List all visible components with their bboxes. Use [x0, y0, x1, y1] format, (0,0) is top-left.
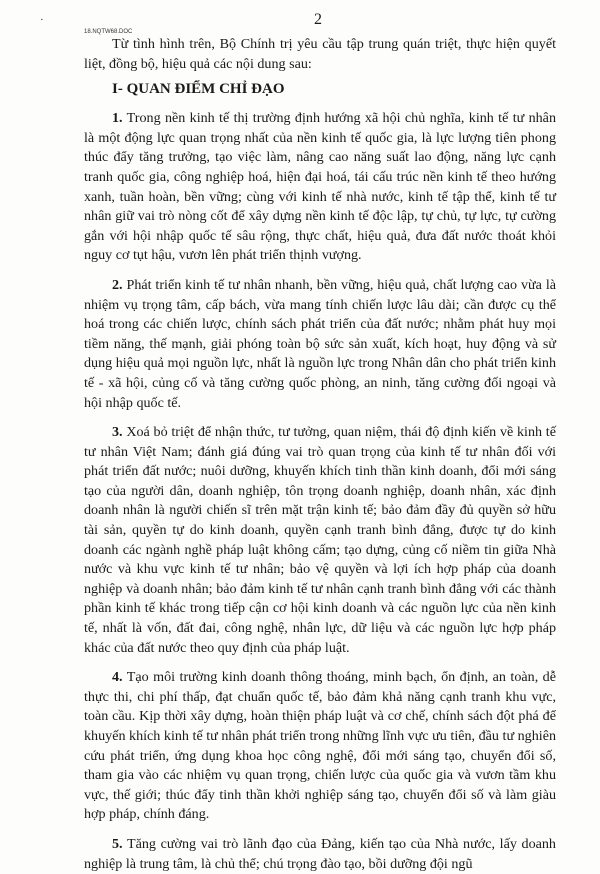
paragraph-text: Phát triển kinh tế tư nhân nhanh, bền vững, hiệu quả, chất lượng cao vừa là nhiệm vụ trọng tâm, cấp bách, vừa mang tính chiến lược lâu dài; cần được cụ thể hoá trong các chiến lược, chính sách phát triển của đất nước; nhằm phát huy mọi tiềm năng, thế mạnh, giải phóng toàn bộ sức sản xuất, kích hoạt, huy động và sử dụng hiệu quả mọi nguồn lực, nhất là nguồn lực trong Nhân dân cho phát triển kinh tế - xã hội, củng cố và tăng cường quốc phòng, an ninh, tăng cường đối ngoại và hội nhập quốc tế.: [84, 276, 556, 411]
paragraph-1: [84, 109, 556, 266]
paragraph-text: Tăng cường vai trò lãnh đạo của Đảng, kiến tạo của Nhà nước, lấy doanh nghiệp là trung tâm, là chủ thể; chú trọng đào tạo, bồi dưỡng đội ngũ: [84, 835, 556, 872]
paragraph-number: 5.: [112, 835, 123, 852]
paragraph-4: [84, 668, 556, 825]
intro-paragraph: Từ tình hình trên, Bộ Chính trị yêu cầu tập trung quán triệt, thực hiện quyết liệt, đồng bộ, hiệu quả các nội dung sau:: [84, 36, 556, 72]
paragraph-number: 1.: [112, 110, 123, 127]
paragraph-text: Tạo môi trường kinh doanh thông thoáng, minh bạch, ổn định, an toàn, dễ thực thi, chi phí thấp, đạt chuẩn quốc tế, bảo đảm khả năng cạnh tranh khu vực, toàn cầu. Kịp thời xây dựng, hoàn thiện pháp luật và cơ chế, chính sách đột phá để khuyến khích kinh tế tư nhân phát triển trong những lĩnh vực ưu tiên, đầu tư nghiên cứu phát triển, ứng dụng khoa học công nghệ, đổi mới sáng tạo, chuyển đổi số, tham gia vào các nhiệm vụ quan trọng, chiến lược của quốc gia và vươn tầm khu vực, thế giới; thúc đẩy tinh thần khởi nghiệp sáng tạo, chuyển đổi số và làm giàu hợp pháp, chính đáng.: [84, 669, 556, 823]
paragraph-text: Xoá bỏ triệt để nhận thức, tư tưởng, quan niệm, thái độ định kiến về kinh tế tư nhân Việt Nam; đánh giá đúng vai trò quan trọng của kinh tế tư nhân đối với phát triển đất nước; nuôi dưỡng, khuyến khích tinh thần kinh doanh, đổi mới sáng tạo của người dân, doanh nghiệp, tôn trọng doanh nghiệp, doanh nhân, xác định doanh nhân là người chiến sĩ trên mặt trận kinh tế; bảo đảm đầy đủ quyền sở hữu tài sản, quyền tự do kinh doanh, quyền cạnh tranh bình đẳng, được tự do kinh doanh các ngành nghề pháp luật không cấm; tạo dựng, củng cố niềm tin giữa Nhà nước và khu vực kinh tế tư nhân; bảo vệ quyền và lợi ích hợp pháp của doanh nghiệp và doanh nhân; bảo đảm kinh tế tư nhân cạnh tranh bình đẳng với các thành phần kinh tế khác trong tiếp cận cơ hội kinh doanh và các nguồn lực của nền kinh tế, nhất là vốn, đất đai, công nghệ, nhân lực, dữ liệu và các nguồn lực hợp pháp khác của đất nước theo quy định của pháp luật.: [84, 424, 556, 656]
document-body: [84, 35, 556, 874]
page-number: 2: [314, 11, 322, 28]
paragraph-3: [84, 423, 556, 658]
paragraph-5: [84, 835, 556, 874]
file-name: 18.NQTW68.DOC: [84, 29, 133, 35]
paragraph-number: 3.: [112, 424, 123, 441]
paragraph-number: 4.: [112, 669, 123, 686]
paragraph-2: [84, 276, 556, 413]
paragraph-text: Trong nền kinh tế thị trường định hướng xã hội chủ nghĩa, kinh tế tư nhân là một động lực quan trọng nhất của nền kinh tế quốc gia, là lực lượng tiên phong thúc đẩy tăng trưởng, tạo việc làm, nâng cao năng suất lao động, năng lực cạnh tranh quốc gia, công nghiệp hoá, hiện đại hoá, tái cấu trúc nền kinh tế theo hướng xanh, tuần hoàn, bền vững; cùng với kinh tế nhà nước, kinh tế tập thể, kinh tế tư nhân giữ vai trò nòng cốt để xây dựng nền kinh tế độc lập, tự chủ, tự lực, tự cường gắn với hội nhập quốc tế sâu rộng, thực chất, hiệu quả, đưa đất nước thoát khỏi nguy cơ tụt hậu, vươn lên phát triển thịnh vượng.: [84, 110, 556, 264]
section-heading: I- QUAN ĐIỂM CHỈ ĐẠO: [112, 81, 285, 98]
paragraph-number: 2.: [112, 276, 123, 293]
corner-mark: ·: [40, 14, 44, 26]
